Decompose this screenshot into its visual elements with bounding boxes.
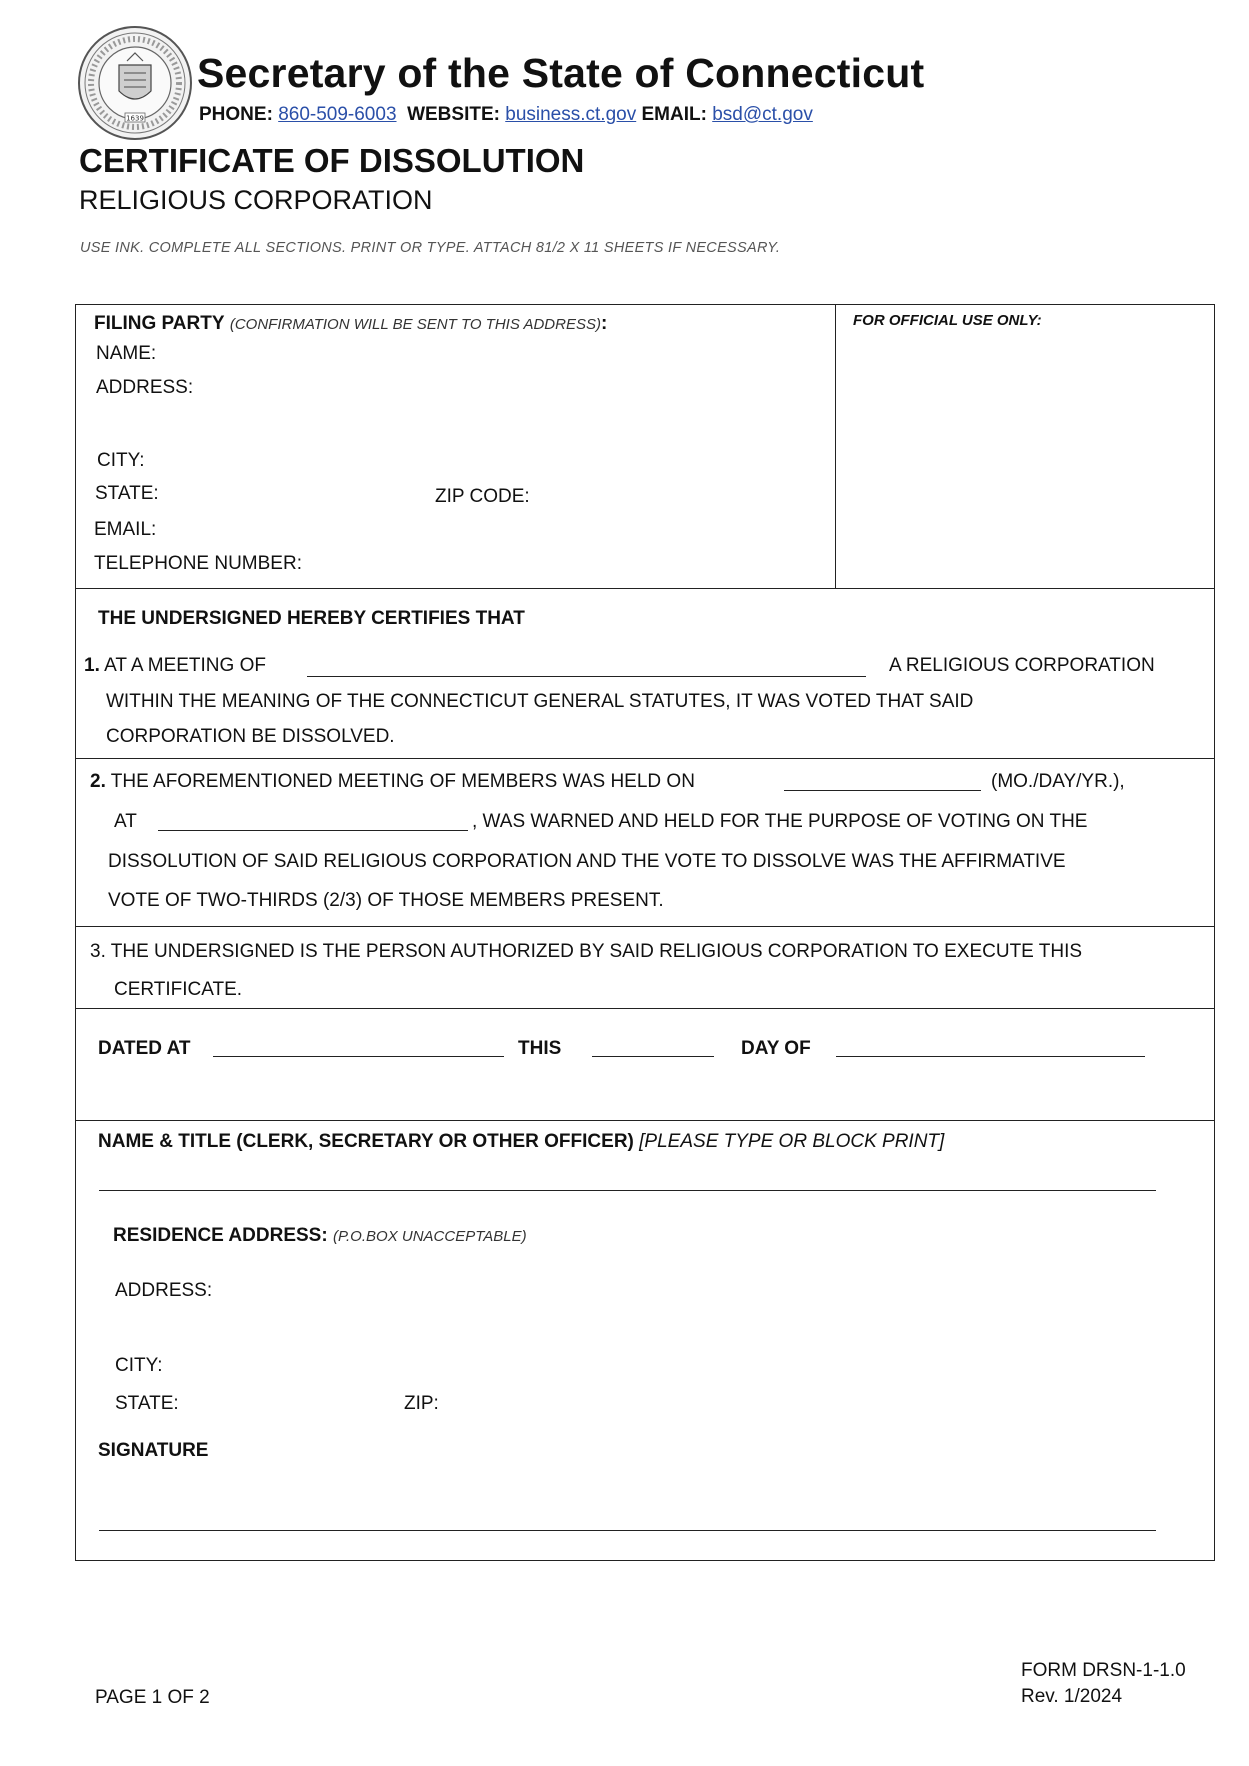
this-label: THIS: [518, 1038, 562, 1059]
name-title-blank[interactable]: [99, 1190, 1156, 1191]
divider-1: [76, 588, 1214, 589]
website-link[interactable]: business.ct.gov: [505, 104, 637, 125]
filing-zip-label: ZIP CODE:: [435, 486, 530, 507]
month-year-blank[interactable]: [836, 1056, 1145, 1057]
divider-3: [76, 926, 1214, 927]
item-2-line-4: VOTE OF TWO-THIRDS (2/3) OF THOSE MEMBERS PRESENT.: [108, 890, 664, 911]
signature-label: SIGNATURE: [98, 1440, 209, 1461]
filing-party-colon: :: [600, 313, 608, 334]
item-3-line-2: CERTIFICATE.: [114, 979, 243, 1000]
dated-at-blank[interactable]: [213, 1056, 504, 1057]
agency-title: Secretary of the State of Connecticut: [197, 50, 925, 96]
item-1-line-1: [84, 655, 266, 677]
divider-5: [76, 1120, 1214, 1121]
item-2-at: AT: [114, 811, 137, 832]
filing-city-label: CITY:: [97, 450, 145, 471]
form-number: FORM DRSN-1-1.0: [1021, 1660, 1186, 1681]
item-2-date-format: (MO./DAY/YR.),: [991, 771, 1125, 792]
item-2-line-3: DISSOLUTION OF SAID RELIGIOUS CORPORATION AND THE VOTE TO DISSOLVE WAS THE AFFIRMATIVE: [108, 851, 1066, 872]
filing-address-label: ADDRESS:: [96, 377, 194, 398]
seal-year: 1639: [126, 114, 144, 123]
divider-2: [76, 758, 1214, 759]
item-2-number: 2.: [90, 771, 106, 792]
filing-email-label: EMAIL:: [94, 519, 157, 540]
email-link[interactable]: bsd@ct.gov: [712, 104, 813, 125]
item-3-line-1: 3. THE UNDERSIGNED IS THE PERSON AUTHORIZED BY SAID RELIGIOUS CORPORATION TO EXECUTE THIS: [90, 941, 1083, 962]
divider-4: [76, 1008, 1214, 1009]
item-1-line-2: WITHIN THE MEANING OF THE CONNECTICUT GENERAL STATUTES, IT WAS VOTED THAT SAID: [106, 691, 974, 712]
contact-line: [199, 104, 813, 126]
name-title-note: [PLEASE TYPE OR BLOCK PRINT]: [639, 1131, 945, 1152]
filing-name-label: NAME:: [96, 343, 157, 364]
state-seal-icon: [77, 25, 193, 141]
item-2-text-a: THE AFOREMENTIONED MEETING OF MEMBERS WAS HELD ON: [110, 771, 695, 792]
phone-label: PHONE:: [199, 104, 273, 125]
certifies-heading: THE UNDERSIGNED HEREBY CERTIFIES THAT: [98, 608, 525, 629]
residence-zip-label: ZIP:: [404, 1393, 439, 1414]
email-label: EMAIL:: [641, 104, 707, 125]
item-1-text-a: AT A MEETING OF: [104, 655, 266, 676]
residence-city-label: CITY:: [115, 1355, 163, 1376]
item-1-number: 1.: [84, 655, 100, 676]
residence-state-label: STATE:: [115, 1393, 179, 1414]
day-of-label: DAY OF: [741, 1038, 811, 1059]
item-1-line-3: CORPORATION BE DISSOLVED.: [106, 726, 395, 747]
form-revision: Rev. 1/2024: [1021, 1686, 1123, 1707]
official-use-label: FOR OFFICIAL USE ONLY:: [853, 312, 1042, 329]
name-title-label: NAME & TITLE (CLERK, SECRETARY OR OTHER OFFICER): [98, 1131, 634, 1152]
phone-link[interactable]: 860-509-6003: [278, 104, 397, 125]
instructions: USE INK. COMPLETE ALL SECTIONS. PRINT OR TYPE. ATTACH 81/2 X 11 SHEETS IF NECESSARY.: [80, 240, 781, 256]
form-box: [75, 304, 1215, 1561]
item-2-line-1: [90, 771, 695, 793]
residence-heading: [113, 1225, 527, 1247]
residence-address-label: ADDRESS:: [115, 1280, 213, 1301]
official-use-divider: [835, 305, 836, 588]
item-1-text-b: A RELIGIOUS CORPORATION: [889, 655, 1155, 676]
dated-at-label: DATED AT: [98, 1038, 191, 1059]
signature-blank[interactable]: [99, 1530, 1156, 1531]
corporation-name-blank[interactable]: [307, 676, 866, 677]
item-2-text-c: , WAS WARNED AND HELD FOR THE PURPOSE OF VOTING ON THE: [472, 811, 1088, 832]
document-subtitle: RELIGIOUS CORPORATION: [79, 185, 433, 215]
filing-telephone-label: TELEPHONE NUMBER:: [94, 553, 302, 574]
filing-party-heading: [94, 313, 607, 335]
document-title: CERTIFICATE OF DISSOLUTION: [79, 142, 585, 179]
filing-party-label: FILING PARTY: [94, 313, 225, 334]
meeting-place-blank[interactable]: [158, 830, 468, 831]
residence-label: RESIDENCE ADDRESS:: [113, 1225, 328, 1246]
residence-note: (P.O.BOX UNACCEPTABLE): [332, 1228, 527, 1245]
day-blank[interactable]: [592, 1056, 714, 1057]
name-title-heading: [98, 1131, 944, 1153]
meeting-date-blank[interactable]: [784, 790, 981, 791]
filing-state-label: STATE:: [95, 483, 159, 504]
page-number: PAGE 1 OF 2: [95, 1687, 210, 1708]
filing-party-note: (CONFIRMATION WILL BE SENT TO THIS ADDRESS): [229, 316, 601, 333]
website-label: WEBSITE:: [407, 104, 500, 125]
